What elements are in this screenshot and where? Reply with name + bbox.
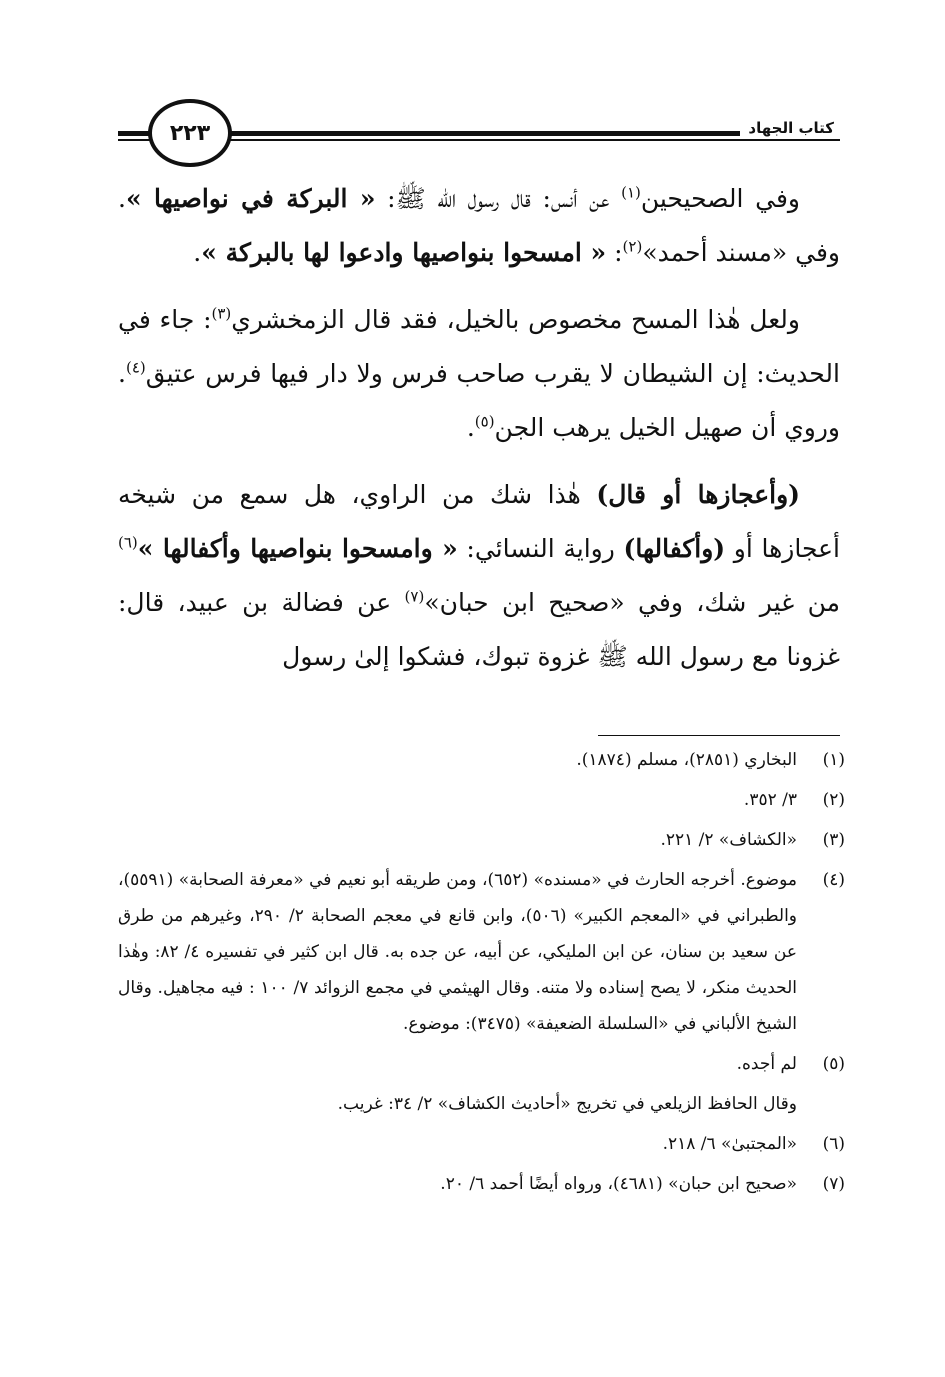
lemma: (وأعجازها أو قال) — [596, 480, 800, 509]
lemma: (وأكفالها) — [623, 534, 726, 563]
footnote-text: لم أجده. — [736, 1054, 797, 1074]
hadith-quote: « وامسحوا بنواصيها وأكفالها » — [137, 534, 458, 563]
footnote-ref-3: (٣) — [211, 304, 232, 323]
footnote-ref-4: (٤) — [125, 358, 146, 377]
text-run: عن فضالة بن عبيد، قال: غزونا مع رسول الله ﷺ غزوة تبوك، فشكوا إلىٰ رسول — [118, 588, 840, 671]
text-run: هٰذا شك من الراوي، هل سمع من شيخه أعجازها أو — [118, 480, 840, 563]
page-header — [0, 95, 945, 175]
footnote-1 — [118, 742, 845, 778]
text-run: . وفي «مسند أحمد» — [118, 184, 840, 267]
text-run: . — [193, 238, 202, 267]
text-run: رواية النسائي: — [457, 534, 624, 563]
text-run: : جاء في الحديث: إن الشيطان لا يقرب صاحب فرس ولا دار فيها فرس عتيق — [118, 305, 840, 388]
paragraph-2 — [118, 293, 840, 455]
footnote-3 — [118, 822, 845, 858]
footnote-number: (١) — [822, 750, 845, 770]
header-rule-left-thin — [118, 139, 152, 141]
main-text — [118, 172, 840, 697]
footnote-number: (٤) — [822, 870, 845, 890]
footnote-number: (٥) — [822, 1054, 845, 1074]
footnote-number: (٧) — [822, 1174, 845, 1194]
footnote-ref-5: (٥) — [474, 412, 495, 431]
footnote-5 — [118, 1046, 845, 1082]
footnote-6 — [118, 1126, 845, 1162]
text-run: عن أنس: قال رسول الله ﷺ: — [375, 184, 622, 213]
footnote-text: «الكشاف» ٢/ ٢٢١. — [660, 830, 797, 850]
footnote-text: ٣/ ٣٥٢. — [743, 790, 797, 810]
paragraph-1 — [118, 172, 840, 280]
footnote-ref-2: (٢) — [622, 237, 643, 256]
hadith-quote: « امسحوا بنواصيها وادعوا لها بالبركة » — [201, 238, 607, 267]
header-rule-right-thin — [228, 139, 840, 141]
text-run: من غير شك، وفي «صحيح ابن حبان» — [424, 588, 840, 617]
footnote-separator — [598, 735, 840, 736]
page-number: ٢٢٣ — [148, 99, 232, 167]
footnote-number: (٣) — [822, 830, 845, 850]
footnote-number: (٦) — [822, 1134, 845, 1154]
text-run: وفي الصحيحين — [640, 184, 800, 213]
footnote-7 — [118, 1166, 845, 1202]
text-run: . — [466, 413, 475, 442]
footnote-2 — [118, 782, 845, 818]
footnote-ref-6: (٦) — [118, 533, 138, 552]
footnote-ref-7: (٧) — [404, 587, 425, 606]
header-rule-left — [118, 131, 152, 136]
running-title: كتاب الجهاد — [740, 119, 842, 137]
footnote-text: موضوع. أخرجه الحارث في «مسنده» (٦٥٢)، ومن طريقه أبو نعيم في «معرفة الصحابة» (٥٥٩١)، والطبراني في «المعجم الكبير» (٥٠٦)، وابن قانع في معجم الصحابة ٢/ ٢٩٠، وغيرهم من طرق عن سعيد بن سنان، عن ابن المليكي، عن أبيه، عن جده به. قال ابن كثير في تفسيره ٤/ ٨٢: وهٰذا الحديث منكر، لا يصح إسناده ولا متنه. وقال الهيثمي في مجمع الزوائد ٧/ ١٠٠ : فيه مجاهيل. وقال الشيخ الألباني في «السلسلة الضعيفة» (٣٤٧٥): موضوع. — [118, 870, 798, 1034]
footnote-5-continuation: وقال الحافظ الزيلعي في تخريج «أحاديث الكشاف» ٢/ ٣٤: غريب. — [337, 1094, 797, 1114]
footnote-number: (٢) — [822, 790, 845, 810]
hadith-quote: « البركة في نواصيها » — [125, 184, 376, 213]
text-run: . وروي أن صهيل الخيل يرهب الجن — [118, 359, 840, 442]
footnotes — [118, 742, 845, 1206]
footnote-text: البخاري (٢٨٥١)، مسلم (١٨٧٤). — [576, 750, 797, 770]
footnote-text: «صحيح ابن حبان» (٤٦٨١)، ورواه أيضًا أحمد ٦/ ٢٠. — [440, 1174, 797, 1194]
paragraph-3 — [118, 468, 840, 684]
footnote-ref-1: (١) — [621, 183, 641, 202]
footnote-text: «المجتبىٰ» ٦/ ٢١٨. — [662, 1134, 797, 1154]
text-run: : — [606, 238, 623, 267]
text-run: ولعل هٰذا المسح مخصوص بالخيل، فقد قال الزمخشري — [231, 305, 800, 334]
footnote-4 — [118, 862, 845, 1042]
